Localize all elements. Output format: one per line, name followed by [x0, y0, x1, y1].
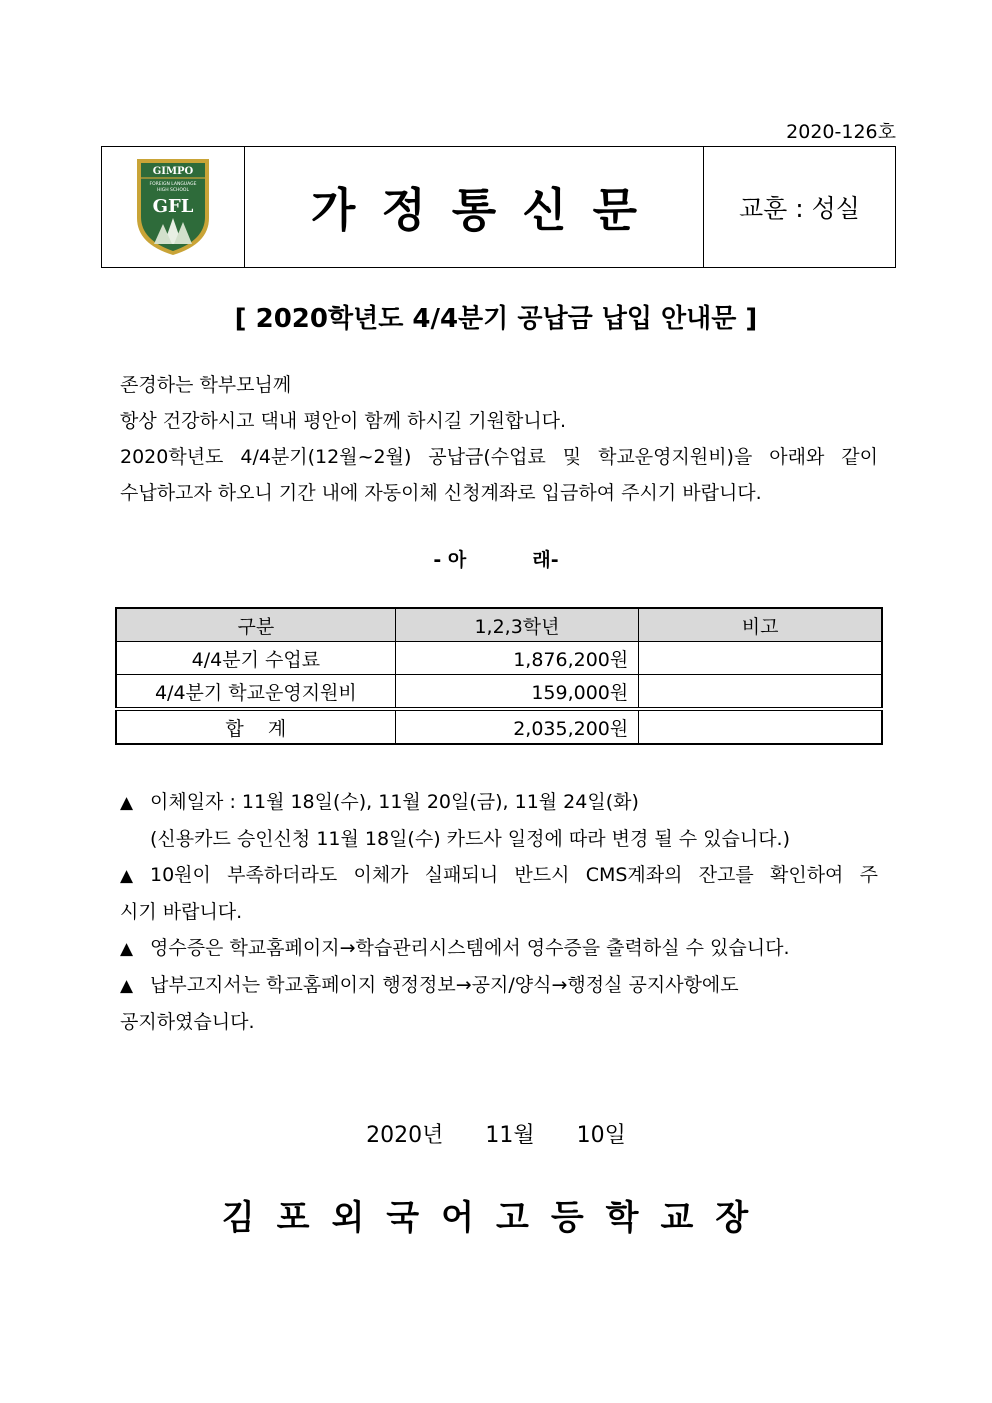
logo-sub-text-2: HIGH SCHOOL	[157, 188, 189, 193]
notice-subtitle: [ 2020학년도 4/4분기 공납금 납입 안내문 ]	[234, 304, 758, 334]
principal-signature: 김포외국어고등학교장	[221, 1198, 771, 1238]
school-logo-icon	[134, 156, 212, 258]
row-label: 4/4분기 학교운영지원비	[116, 675, 395, 710]
table-header-grades: 1,2,3학년	[395, 608, 639, 642]
list-item: ▲ 납부고지서는 학교홈페이지 행정정보→공지/양식→행정실 공지사항에도	[120, 967, 878, 1004]
logo-sub-text-1: FOREIGN LANGUAGE	[149, 182, 197, 187]
title-cell	[245, 147, 704, 267]
table-row	[116, 675, 882, 710]
list-item: ▲ 10원이 부족하더라도 이체가 실패되니 반드시 CMS계좌의 잔고를 확인하여 주	[120, 857, 878, 894]
triangle-bullet-icon: ▲	[120, 866, 134, 886]
page-title: 가정통신문	[310, 183, 664, 237]
table-total-row	[116, 709, 882, 744]
logo-mark-text: GFL	[152, 196, 194, 217]
row-remark	[639, 642, 882, 675]
intro-text	[120, 367, 878, 511]
logo-cell	[102, 147, 245, 267]
table-row	[116, 642, 882, 675]
fee-table	[115, 607, 883, 745]
total-amount: 2,035,200원	[395, 709, 639, 744]
triangle-bullet-icon: ▲	[120, 793, 134, 813]
table-header-row	[116, 608, 882, 642]
header-box	[101, 146, 896, 268]
motto-cell	[704, 147, 895, 267]
notice-list	[120, 784, 878, 1040]
triangle-bullet-icon: ▲	[120, 939, 134, 959]
document-number: 2020-126호	[786, 121, 896, 143]
row-amount: 1,876,200원	[395, 642, 639, 675]
total-remark	[639, 709, 882, 744]
school-motto: 교훈 : 성실	[739, 194, 860, 223]
intro-greeting: 존경하는 학부모님께	[120, 374, 292, 396]
issue-date: 2020년 11월 10일	[366, 1123, 626, 1148]
row-amount: 159,000원	[395, 675, 639, 710]
list-item: ▲ 이체일자 : 11월 18일(수), 11월 20일(금), 11월 24일(화)	[120, 784, 878, 821]
table-header-remark: 비고	[639, 608, 882, 642]
table-header-category: 구분	[116, 608, 395, 642]
intro-wishes: 항상 건강하시고 댁내 평안이 함께 하시길 기원합니다.	[120, 410, 567, 432]
list-item: ▲ 영수증은 학교홈페이지→학습관리시스템에서 영수증을 출력하실 수 있습니다.	[120, 930, 878, 967]
row-remark	[639, 675, 882, 710]
triangle-bullet-icon: ▲	[120, 976, 134, 996]
list-item-sub: (신용카드 승인신청 11월 18일(수) 카드사 일정에 따라 변경 될 수 있습니다.)	[150, 828, 790, 850]
logo-top-text: GIMPO	[152, 166, 194, 177]
total-label: 합 계	[116, 709, 395, 744]
list-item-continued: 공지하였습니다.	[120, 1011, 255, 1033]
intro-body-line-1: 2020학년도 4/4분기(12월~2월) 공납금(수업료 및 학교운영지원비)을 아래와 같이	[120, 446, 878, 468]
intro-body-line-2: 수납하고자 하오니 기간 내에 자동이체 신청계좌로 입금하여 주시기 바랍니다.	[120, 482, 762, 504]
list-item-continued: 시기 바랍니다.	[120, 901, 243, 923]
row-label: 4/4분기 수업료	[116, 642, 395, 675]
note-heading: - 아 래-	[433, 549, 559, 571]
